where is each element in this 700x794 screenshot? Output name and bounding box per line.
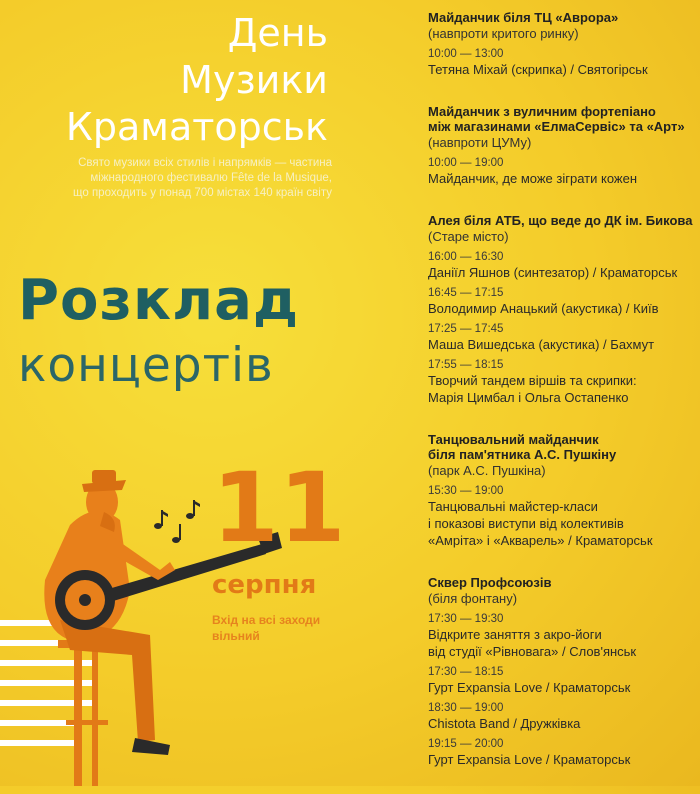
festival-subtitle-line: що проходить у понад 700 містах 140 країн світу — [73, 187, 332, 199]
event-month: серпня — [212, 570, 317, 600]
music-notes-icon — [154, 500, 200, 543]
venue-note: (навпроти критого ринку) — [428, 26, 579, 41]
slot-description: Володимир Анацький (акустика) / Київ — [428, 301, 659, 316]
slot-time: 17:25 — 17:45 — [428, 323, 504, 335]
festival-title-line: День — [227, 11, 328, 55]
slot-description: Гурт Expansia Love / Краматорськ — [428, 680, 631, 695]
venue-name: Алея біля АТБ, що веде до ДК ім. Бикова — [428, 213, 693, 228]
slot-time: 10:00 — 19:00 — [428, 157, 504, 169]
venue-block — [428, 104, 698, 187]
slot-time: 19:15 — 20:00 — [428, 738, 504, 750]
venue-name: Майданчик біля ТЦ «Аврора» — [428, 10, 619, 25]
schedule-slot — [428, 484, 698, 549]
schedule-slot — [428, 358, 698, 406]
venue-name: між магазинами «ЕлмаСервіс» та «Арт» — [428, 119, 685, 134]
slot-description: Тетяна Міхай (скрипка) / Святогірськ — [428, 62, 648, 77]
poster-left-panel — [0, 0, 345, 786]
slot-description: «Амріта» і «Акварель» / Краматорськ — [428, 533, 653, 548]
slot-time: 17:30 — 18:15 — [428, 666, 504, 678]
slot-description: Майданчик, де може зіграти кожен — [428, 171, 638, 186]
venue-name: Сквер Профсоюзів — [428, 575, 552, 590]
venue-block — [428, 432, 698, 549]
venue-note: (біля фонтану) — [428, 591, 518, 606]
slot-time: 10:00 — 13:00 — [428, 48, 504, 60]
free-entry-line: Вхід на всі заходи — [212, 613, 321, 627]
venue-block — [428, 10, 698, 78]
schedule-subtitle: концертів — [18, 338, 274, 393]
venue-name: Майданчик з вуличним фортепіано — [428, 104, 656, 119]
slot-time: 18:30 — 19:00 — [428, 702, 504, 714]
festival-title — [18, 10, 328, 151]
slot-time: 17:30 — 19:30 — [428, 613, 504, 625]
schedule-slot — [428, 47, 698, 78]
venue-name: Танцювальний майданчик — [428, 432, 599, 447]
venue-note: (навпроти ЦУМу) — [428, 135, 532, 150]
slot-description: Відкрите заняття з акро-йоги — [428, 627, 602, 642]
free-entry-line: вільний — [212, 629, 260, 643]
slot-description: Танцювальні майстер-класи — [428, 499, 598, 514]
schedule-slot — [428, 156, 698, 187]
schedule-slot — [428, 701, 698, 732]
festival-subtitle — [12, 156, 332, 201]
schedule-slot — [428, 286, 698, 317]
venue-note: (Старе місто) — [428, 229, 509, 244]
schedule-slot — [428, 737, 698, 768]
slot-description: Маша Вишедська (акустика) / Бахмут — [428, 337, 655, 352]
festival-subtitle-line: Свято музики всіх стилів і напрямків — частина — [78, 157, 332, 169]
schedule-slot — [428, 612, 698, 660]
slot-description: і показові виступи від колективів — [428, 516, 624, 531]
slot-description: Даніїл Яшнов (синтезатор) / Краматорськ — [428, 265, 678, 280]
slot-description: від студії «Рівновага» / Слов'янськ — [428, 644, 637, 659]
slot-description: Chistota Band / Дружківка — [428, 716, 581, 731]
festival-subtitle-line: міжнародного фестивалю Fête de la Musique, — [90, 172, 332, 184]
venue-schedule-list — [428, 10, 698, 794]
slot-time: 16:00 — 16:30 — [428, 251, 504, 263]
slot-time: 16:45 — 17:15 — [428, 287, 504, 299]
schedule-slot — [428, 322, 698, 353]
slot-description: Творчий тандем віршів та скрипки: — [428, 373, 637, 388]
event-day: 11 — [212, 452, 346, 564]
venue-block — [428, 575, 698, 768]
slot-description: Гурт Expansia Love / Краматорськ — [428, 752, 631, 767]
venue-block — [428, 213, 698, 406]
slot-description: Марія Цимбал і Ольга Остапенко — [428, 390, 629, 405]
slot-time: 15:30 — 19:00 — [428, 485, 504, 497]
venue-name: біля пам'ятника А.С. Пушкіну — [428, 447, 617, 462]
free-entry-note — [212, 612, 342, 644]
schedule-slot — [428, 250, 698, 281]
slot-time: 17:55 — 18:15 — [428, 359, 504, 371]
schedule-title: Розклад — [18, 268, 300, 333]
venue-note: (парк А.С. Пушкіна) — [428, 463, 546, 478]
schedule-slot — [428, 665, 698, 696]
festival-title-line: Краматорськ — [65, 105, 328, 149]
festival-title-line: Музики — [180, 58, 328, 102]
